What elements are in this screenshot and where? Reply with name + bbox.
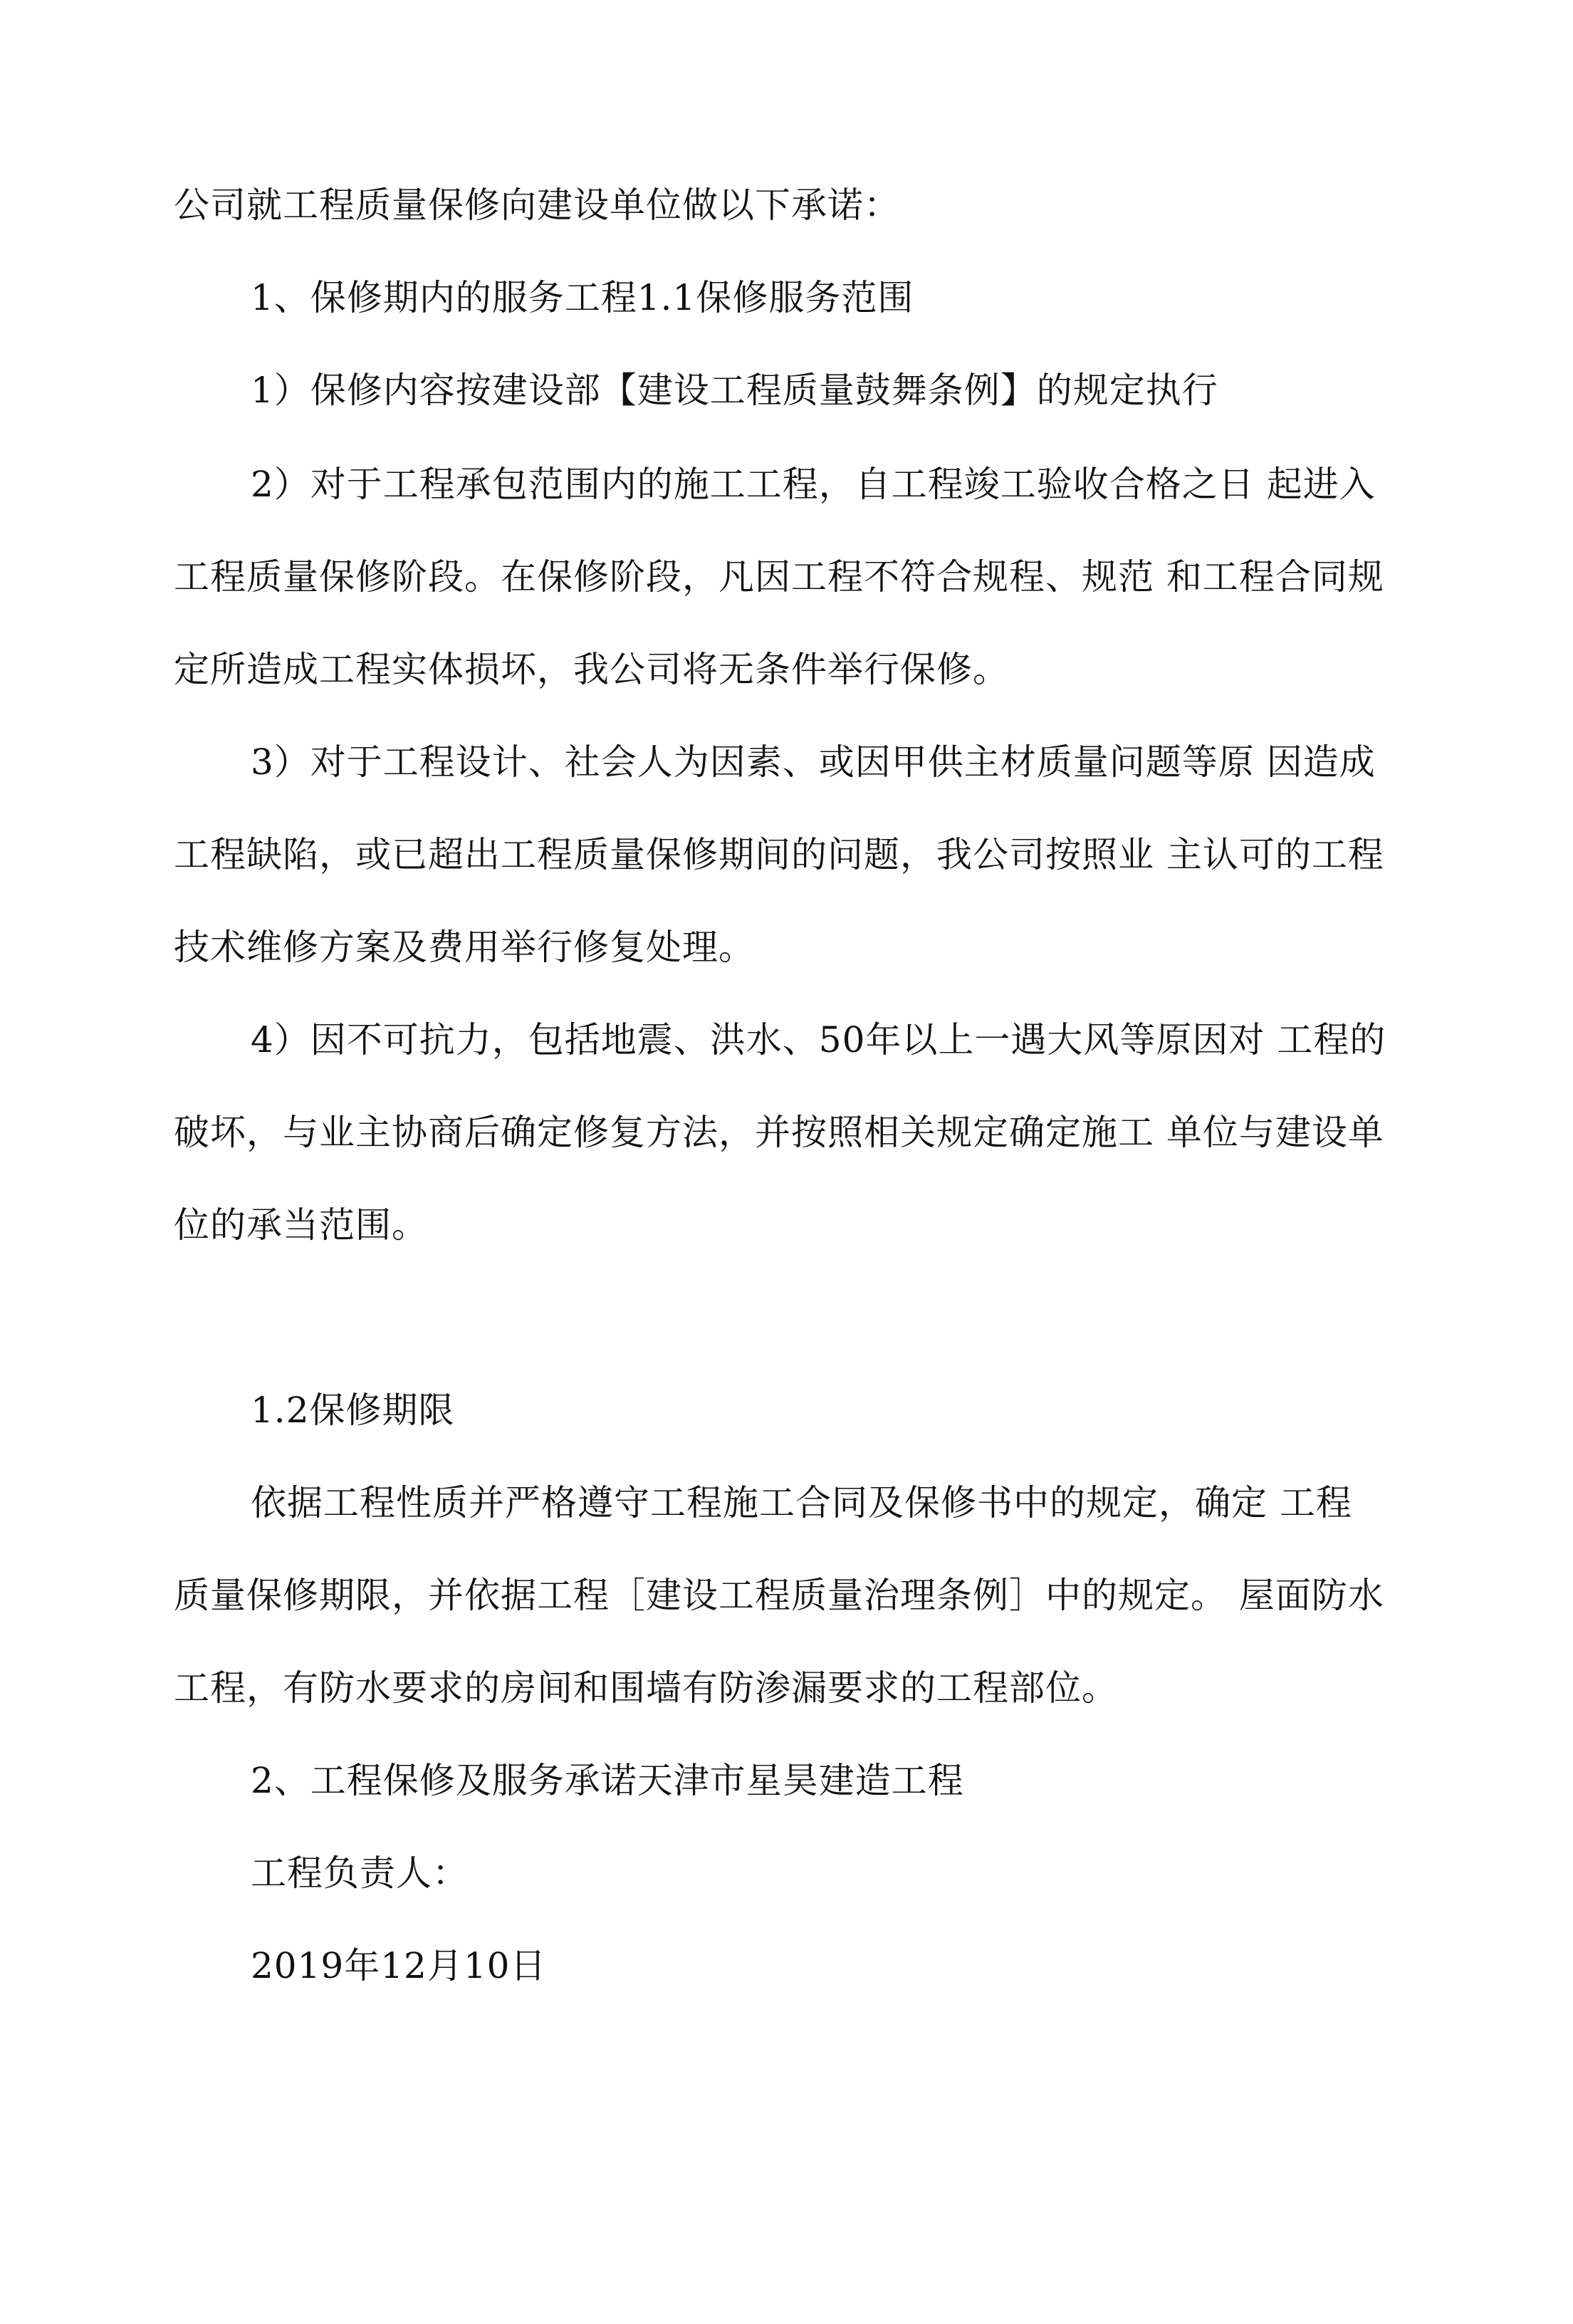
section-1-heading: 1、保修期内的服务工程1.1保修服务范围 [251, 277, 914, 318]
item-3-text-line-1: 3）对于工程设计、社会人为因素、或因甲供主材质量问题等原 因造成 [251, 741, 1376, 783]
warranty-period-text-line-2: 质量保修期限，并依据工程［建设工程质量治理条例］中的规定。 屋面防水 [174, 1575, 1384, 1616]
warranty-period-text-line-1: 依据工程性质并严格遵守工程施工合同及保修书中的规定，确定 工程 [251, 1482, 1352, 1523]
item-4-text-line-2: 破坏，与业主协商后确定修复方法，并按照相关规定确定施工 单位与建设单 [174, 1112, 1384, 1153]
item-1-text: 1）保修内容按建设部【建设工程质量鼓舞条例】的规定执行 [251, 370, 1218, 411]
item-2-text-line-3: 定所造成工程实体损坏，我公司将无条件举行保修。 [174, 649, 1009, 690]
item-3-text-line-3: 技术维修方案及费用举行修复处理。 [174, 927, 755, 968]
item-3-text-line-2: 工程缺陷，或已超出工程质量保修期间的问题，我公司按照业 主认可的工程 [174, 834, 1384, 875]
section-2-heading: 2、工程保修及服务承诺天津市星昊建造工程 [251, 1760, 964, 1801]
section-1-2-heading: 1.2保修期限 [251, 1390, 455, 1431]
item-4-text-line-3: 位的承当范围。 [174, 1204, 428, 1246]
project-manager-label: 工程负责人： [251, 1853, 469, 1894]
item-4-text-line-1: 4）因不可抗力，包括地震、洪水、50年以上一遇大风等原因对 工程的 [251, 1019, 1386, 1061]
intro-paragraph: 公司就工程质量保修向建设单位做以下承诺： [174, 184, 900, 226]
warranty-period-text-line-3: 工程，有防水要求的房间和围墙有防渗漏要求的工程部位。 [174, 1667, 1118, 1709]
document-date: 2019年12月10日 [251, 1945, 547, 1986]
item-2-text-line-2: 工程质量保修阶段。在保修阶段，凡因工程不符合规程、规范 和工程合同规 [174, 556, 1384, 598]
item-2-text-line-1: 2）对于工程承包范围内的施工工程，自工程竣工验收合格之日 起进入 [251, 464, 1376, 505]
